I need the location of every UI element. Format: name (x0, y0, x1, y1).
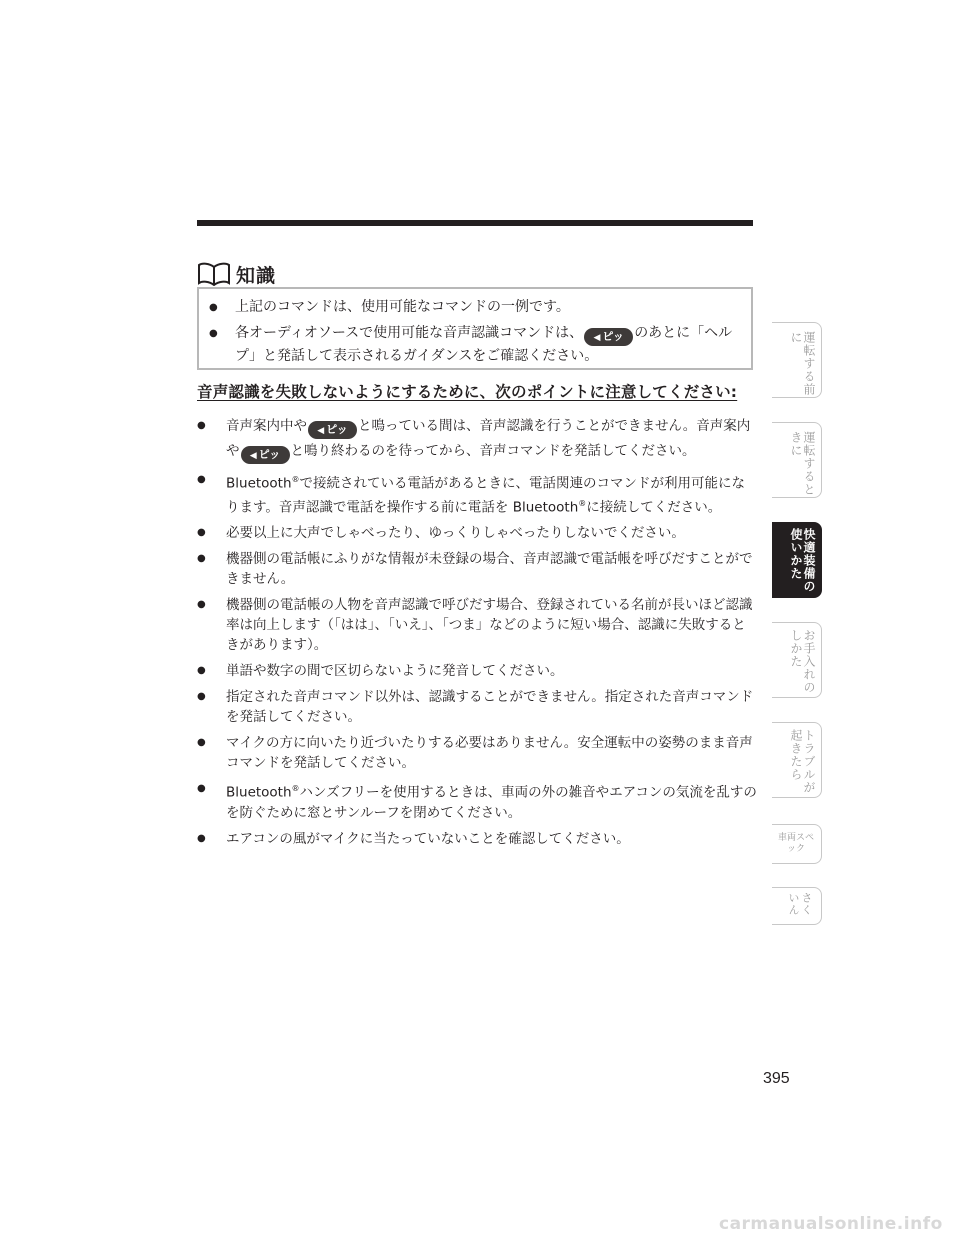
list-item: ● 必要以上に大声でしゃべったり、ゆっくりしゃべったりしないでください。 (197, 525, 685, 541)
knowledge-box (197, 287, 753, 370)
list-item: ● 指定された音声コマンド以外は、認識することができません。指定された音声コマンドを発話してください。 (197, 689, 754, 725)
pip-tone-icon: ◀ ピッ (308, 421, 357, 439)
list-item: ● 機器側の電話帳の人物を音声認識で呼びだす場合、登録されている名前が長いほど認識率は向上します（「はは」、「いえ」、「つま」などのように短い場合、認識に失敗するときがあります）。 (197, 597, 753, 653)
bullet: ● (197, 783, 206, 794)
list-item: ● 単語や数字の間で区切らないように発音してください。 (197, 663, 564, 679)
list-item: ● マイクの方に向いたり近づいたりする必要はありません。安全運転中の姿勢のまま音声コマンドを発話してください。 (197, 735, 753, 771)
knowledge-item (209, 297, 739, 318)
tab-index[interactable]: さくいん (772, 887, 822, 925)
book-icon (197, 262, 231, 286)
tab-comfort-features[interactable]: 快適装備の使いかた (772, 522, 822, 598)
list-item: ● Bluetooth®で接続されている電話があるときに、電話関連のコマンドが利用可能になります。音声認識で電話を操作する前に電話を Bluetooth®に接続してください。 (197, 470, 757, 517)
bullet: ● (197, 665, 206, 676)
points-list (197, 414, 757, 855)
section-title: 音声認識を失敗しないようにするために、次のポイントに注意してください: (197, 383, 738, 401)
bullet: ● (197, 553, 206, 564)
knowledge-title: 知識 (236, 264, 277, 287)
list-item: ● エアコンの風がマイクに当たっていないことを確認してください。 (197, 830, 630, 847)
tab-specifications[interactable]: 車両スペック (772, 824, 822, 864)
list-item: ● 機器側の電話帳にふりがな情報が未登録の場合、音声認識で電話帳を呼びだすことができません。 (197, 551, 753, 587)
bullet: ● (209, 328, 218, 339)
bullet: ● (197, 737, 206, 748)
bullet: ● (197, 691, 206, 702)
tab-while-driving[interactable]: 運転するときに (772, 422, 822, 498)
list-item: ● Bluetooth®ハンズフリーを使用するときは、車両の外の雑音やエアコンの気流を乱すのを防ぐために窓とサンルーフを閉めてください。 (197, 779, 757, 823)
bullet: ● (197, 599, 206, 610)
tab-before-driving[interactable]: 運転する前に (772, 322, 822, 398)
bullet: ● (197, 420, 206, 431)
knowledge-heading (197, 261, 276, 287)
pip-tone-icon: ◀ ピッ (584, 328, 633, 346)
bullet: ● (197, 474, 206, 485)
page-number: 395 (763, 1070, 790, 1087)
pip-tone-icon: ◀ ピッ (241, 446, 290, 464)
tab-troubleshooting[interactable]: トラブルが起きたら (772, 722, 822, 798)
knowledge-item (209, 323, 739, 367)
bullet: ● (197, 527, 206, 538)
bullet: ● (197, 832, 206, 844)
knowledge-item-text: 各オーディオソースで使用可能な音声認識コマンドは、 ◀ ピッ のあとに「ヘルプ」と発話して表示されるガイダンスをご確認ください。 (235, 325, 733, 364)
list-item: ● 音声案内中や ◀ ピッ と鳴っている間は、音声認識を行うことができません。音声案内や ◀ ピッ と鳴り終わるのを待ってから、音声コマンドを発話してください。 (197, 414, 757, 464)
tab-maintenance[interactable]: お手入れのしかた (772, 622, 822, 698)
bullet: ● (209, 302, 218, 313)
top-rule (197, 220, 753, 226)
watermark: carmanualsonline.info (719, 1214, 943, 1234)
knowledge-item-text: 上記のコマンドは、使用可能なコマンドの一例です。 (235, 299, 570, 315)
